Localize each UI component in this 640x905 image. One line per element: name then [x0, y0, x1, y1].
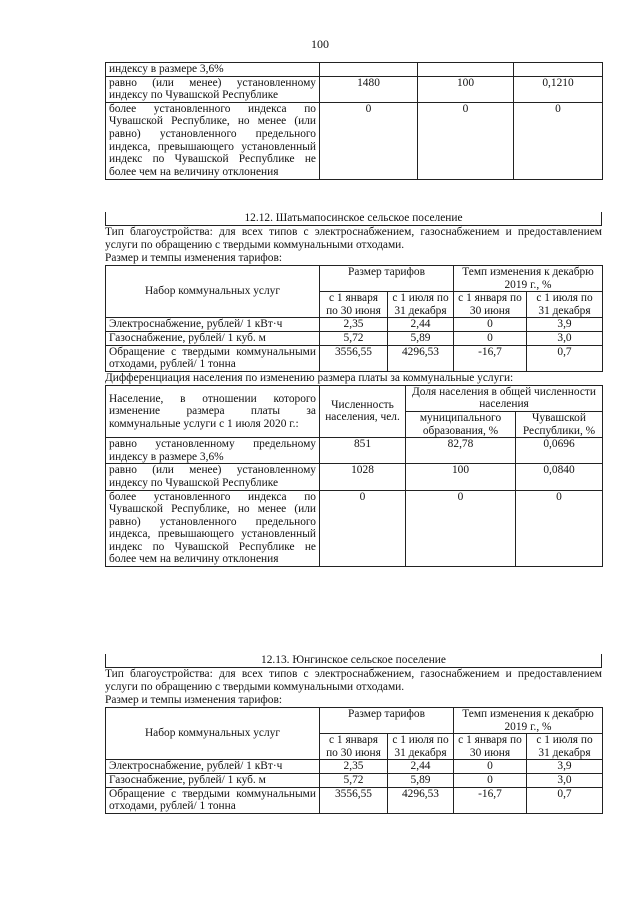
table-row: [106, 773, 603, 787]
rates-caption: Размер и темпы изменения тарифов:: [105, 252, 283, 264]
type-text: Тип благоустройства: для всех типов с электроснабжением, газоснабжением и предоставлением услуги по обращению с твердыми коммунальными отходами.: [105, 668, 602, 693]
cell: -16,7: [454, 787, 527, 813]
table-row: [106, 708, 603, 734]
cell: 82,78: [406, 438, 516, 464]
cell: [514, 63, 603, 77]
table-row: [106, 760, 603, 774]
cell: 5,89: [388, 331, 454, 345]
cell: 851: [320, 438, 406, 464]
row-label: равно установленному предельному индексу в размере 3,6%: [106, 438, 320, 464]
header-rate: Темп изменения к декабрю 2019 г., %: [454, 266, 603, 292]
cell: 0,0840: [516, 464, 603, 490]
cell: 2,35: [320, 318, 388, 332]
header-municipal: муниципального образования, %: [406, 411, 516, 437]
subheader: с 1 января по 30 июня: [320, 734, 388, 760]
header-size: Размер тарифов: [320, 708, 454, 734]
cell: 0,7: [527, 787, 603, 813]
cell: 0: [454, 760, 527, 774]
table-row: [106, 318, 603, 332]
cell: [320, 63, 418, 77]
header-share: Доля населения в общей численности населения: [406, 385, 603, 411]
cell: 3556,55: [320, 345, 388, 371]
cell: 0,1210: [514, 76, 603, 102]
cell: 3,9: [527, 760, 603, 774]
section-title: 12.12. Шатьмапосинское сельское поселение: [105, 212, 602, 226]
cell: 0: [406, 490, 516, 567]
cell: 0: [454, 318, 527, 332]
header-size: Размер тарифов: [320, 266, 454, 292]
tariff-table: [105, 265, 603, 372]
header-rate: Темп изменения к декабрю 2019 г., %: [454, 708, 603, 734]
header-population: Население, в отношении которого изменение размера платы за коммунальные услуги с 1 июля 2020 г.:: [106, 385, 320, 437]
diff-caption: Дифференциация населения по изменению размера платы за коммунальные услуги:: [105, 371, 514, 384]
cell: 5,72: [320, 331, 388, 345]
table-row: [106, 63, 603, 77]
tariff-table: [105, 707, 603, 814]
table-row: [106, 331, 603, 345]
header-count: Численность населения, чел.: [320, 385, 406, 437]
row-label: более установленного индекса по Чувашской Республике, но менее (или равно) установленного предельного индекса, превышающего установленный индекс по Чувашской Республике не более чем на величину отклонения: [106, 102, 320, 180]
cell: 5,89: [388, 773, 454, 787]
cell: 2,44: [388, 760, 454, 774]
subheader: с 1 января по 30 июня: [454, 734, 527, 760]
cell: 1028: [320, 464, 406, 490]
cell: 3556,55: [320, 787, 388, 813]
section-12-12: [105, 212, 602, 567]
section-12-13: [105, 654, 602, 814]
cell: 100: [418, 76, 514, 102]
rates-caption: Размер и темпы изменения тарифов:: [105, 694, 283, 706]
header-service: Набор коммунальных услуг: [106, 708, 320, 760]
table-row: [106, 266, 603, 292]
section-title: 12.13. Юнгинское сельское поселение: [105, 654, 602, 668]
cell: 0: [454, 331, 527, 345]
page-number: 100: [311, 37, 329, 51]
row-label: Электроснабжение, рублей/ 1 кВт·ч: [106, 318, 320, 332]
subheader: с 1 июля по 31 декабря: [527, 734, 603, 760]
top-population-table: [105, 62, 602, 180]
row-label: Обращение с твердыми коммунальными отходами, рублей/ 1 тонна: [106, 787, 320, 813]
table-row: [106, 102, 603, 180]
cell: 2,44: [388, 318, 454, 332]
table-row: [106, 464, 603, 490]
header-republic: Чувашской Республики, %: [516, 411, 603, 437]
cell: 3,0: [527, 331, 603, 345]
table-row: [106, 385, 603, 411]
row-label: более установленного индекса по Чувашской Республике, но менее (или равно) установленного предельного индекса, превышающего установленный индекс по Чувашской Республике не более чем на величину отклонения: [106, 490, 320, 567]
row-label: индексу в размере 3,6%: [106, 63, 320, 77]
cell: 0,7: [527, 345, 603, 371]
cell: 3,0: [527, 773, 603, 787]
cell: 4296,53: [388, 345, 454, 371]
header-service: Набор коммунальных услуг: [106, 266, 320, 318]
row-label: Газоснабжение, рублей/ 1 куб. м: [106, 331, 320, 345]
cell: -16,7: [454, 345, 527, 371]
row-label: Электроснабжение, рублей/ 1 кВт·ч: [106, 760, 320, 774]
subheader: с 1 января по 30 июня: [454, 292, 527, 318]
table-row: [106, 787, 603, 813]
cell: 0: [320, 490, 406, 567]
cell: 2,35: [320, 760, 388, 774]
cell: 5,72: [320, 773, 388, 787]
type-text: Тип благоустройства: для всех типов с электроснабжением, газоснабжением и предоставлением услуги по обращению с твердыми коммунальными отходами.: [105, 226, 602, 251]
cell: 0,0696: [516, 438, 603, 464]
cell: 0: [454, 773, 527, 787]
cell: 4296,53: [388, 787, 454, 813]
table-row: [106, 76, 603, 102]
row-label: Обращение с твердыми коммунальными отходами, рублей/ 1 тонна: [106, 345, 320, 371]
row-label: равно (или менее) установленному индексу по Чувашской Республике: [106, 76, 320, 102]
subheader: с 1 июля по 31 декабря: [388, 734, 454, 760]
table-row: [106, 490, 603, 567]
subheader: с 1 июля по 31 декабря: [388, 292, 454, 318]
cell: 0: [418, 102, 514, 180]
subheader: с 1 января по 30 июня: [320, 292, 388, 318]
cell: [418, 63, 514, 77]
cell: 0: [514, 102, 603, 180]
cell: 0: [320, 102, 418, 180]
cell: 3,9: [527, 318, 603, 332]
cell: 1480: [320, 76, 418, 102]
cell: 0: [516, 490, 603, 567]
row-label: Газоснабжение, рублей/ 1 куб. м: [106, 773, 320, 787]
population-table: [105, 385, 603, 567]
row-label: равно (или менее) установленному индексу по Чувашской Республике: [106, 464, 320, 490]
table-row: [106, 345, 603, 371]
cell: 100: [406, 464, 516, 490]
table-row: [106, 438, 603, 464]
subheader: с 1 июля по 31 декабря: [527, 292, 603, 318]
